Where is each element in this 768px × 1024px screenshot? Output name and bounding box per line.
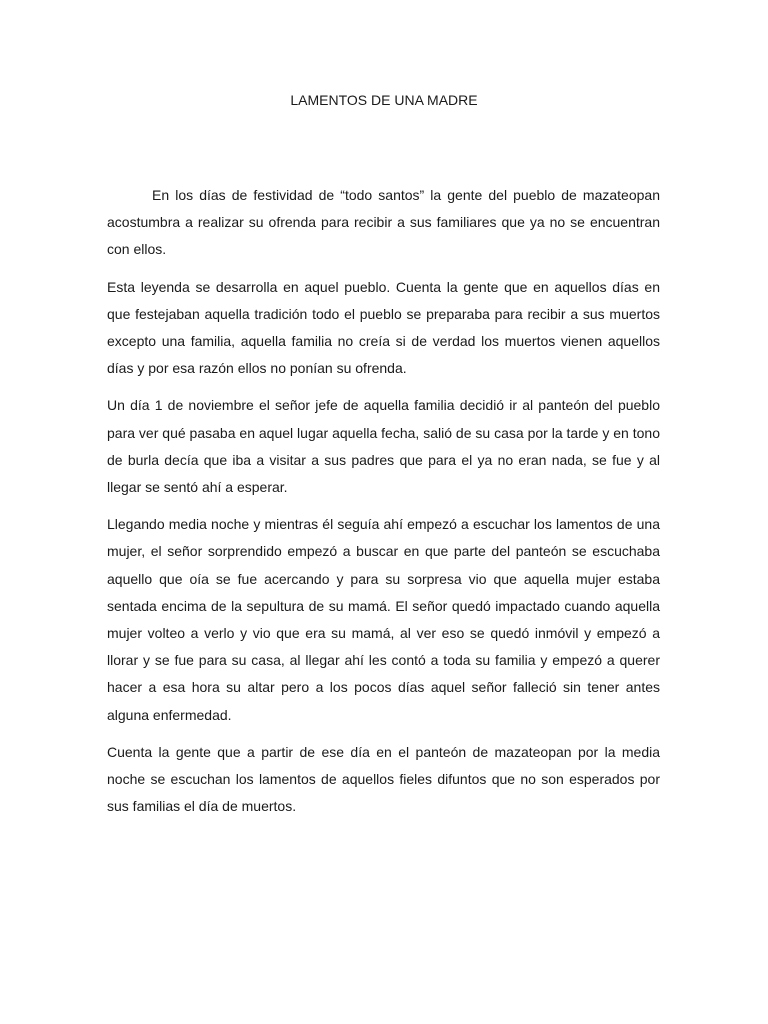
- paragraph-5: Cuenta la gente que a partir de ese día en el panteón de mazateopan por la media noche se escuchan los lamentos de aquellos fieles difuntos que no son esperados por sus familias el día de muertos.: [107, 743, 660, 815]
- paragraph-2: Esta leyenda se desarrolla en aquel pueblo. Cuenta la gente que en aquellos días en que festejaban aquella tradición todo el pueblo se preparaba para recibir a sus muertos excepto una familia, aquella familia no creía si de verdad los muertos vienen aquellos días y por esa razón ellos no ponían su ofrenda.: [107, 278, 660, 377]
- paragraph-3: Un día 1 de noviembre el señor jefe de aquella familia decidió ir al panteón del pueblo para ver qué pasaba en aquel lugar aquella fecha, salió de su casa por la tarde y en tono de burla decía que iba a visitar a sus padres que para el ya no eran nada, se fue y al llegar se sentó ahí a esperar.: [107, 397, 660, 496]
- paragraph-1: En los días de festividad de “todo santos” la gente del pueblo de mazateopan acostumbra a realizar su ofrenda para recibir a sus familiares que ya no se encuentran con ellos.: [107, 187, 660, 258]
- document-title: LAMENTOS DE UNA MADRE: [290, 92, 478, 108]
- document-body: [107, 182, 660, 830]
- paragraph-4: Llegando media noche y mientras él seguía ahí empezó a escuchar los lamentos de una mujer, el señor sorprendido empezó a buscar en que parte del panteón se escuchaba aquello que oía se fue acercando y para su sorpresa vio que aquella mujer estaba sentada encima de la sepultura de su mamá. El señor quedó impactado cuando aquella mujer volteo a verlo y vio que era su mamá, al ver eso se quedó inmóvil y empezó a llorar y se fue para su casa, al llegar ahí les contó a toda su familia y empezó a querer hacer a esa hora su altar pero a los pocos días aquel señor falleció sin tener antes alguna enfermedad.: [107, 516, 660, 723]
